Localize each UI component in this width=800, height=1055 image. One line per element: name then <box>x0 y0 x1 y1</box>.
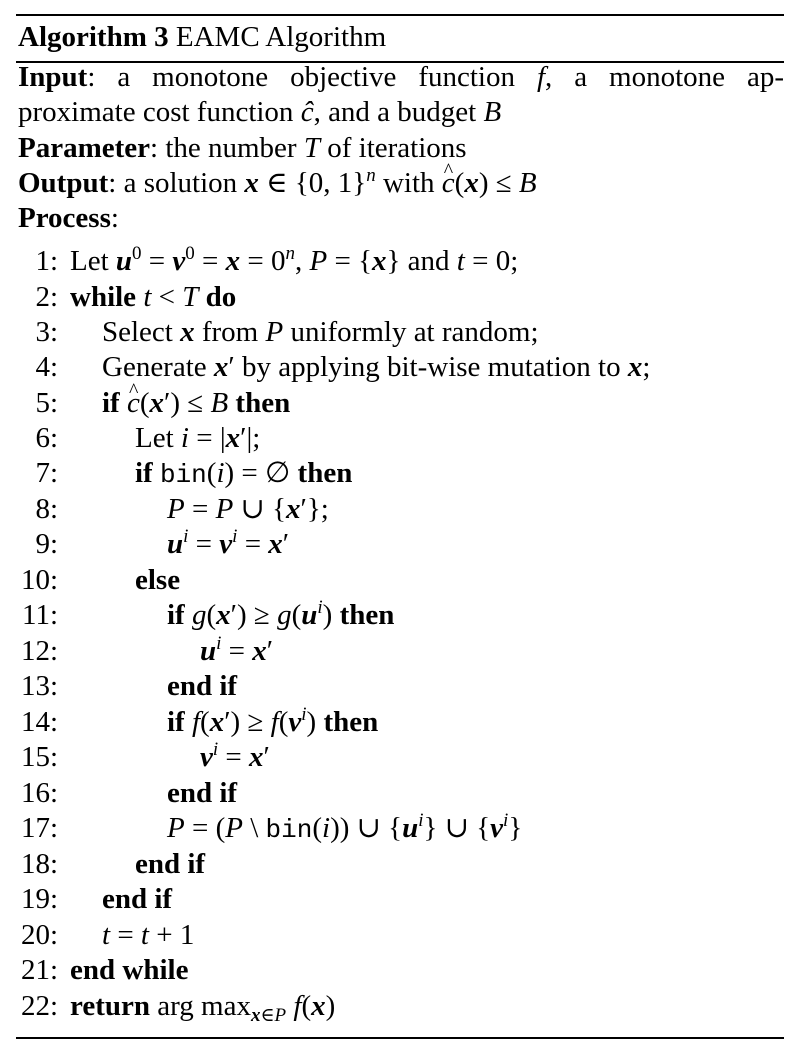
parameter-line: Parameter: the number T of iterations <box>18 132 467 164</box>
algorithm-label: Algorithm 3 <box>18 21 169 53</box>
output-line: Output: a solution x ∈ {0, 1}$^n$ with ^ c(x) ≤ B <box>18 166 784 201</box>
algorithm-title <box>18 16 386 58</box>
bottom-rule <box>16 1037 784 1039</box>
input-label: Input <box>18 61 88 93</box>
input-line-1: Input: a monotone objective function f, a monotone ap- <box>18 61 784 93</box>
algorithm-name: EAMC Algorithm <box>175 21 387 53</box>
input-line-2: proximate cost function ĉ, and a budget B <box>18 96 502 128</box>
output-label: Output <box>18 167 109 199</box>
process-line: Process: <box>18 202 119 234</box>
parameter-label: Parameter <box>18 132 151 164</box>
process-label: Process <box>18 202 111 234</box>
